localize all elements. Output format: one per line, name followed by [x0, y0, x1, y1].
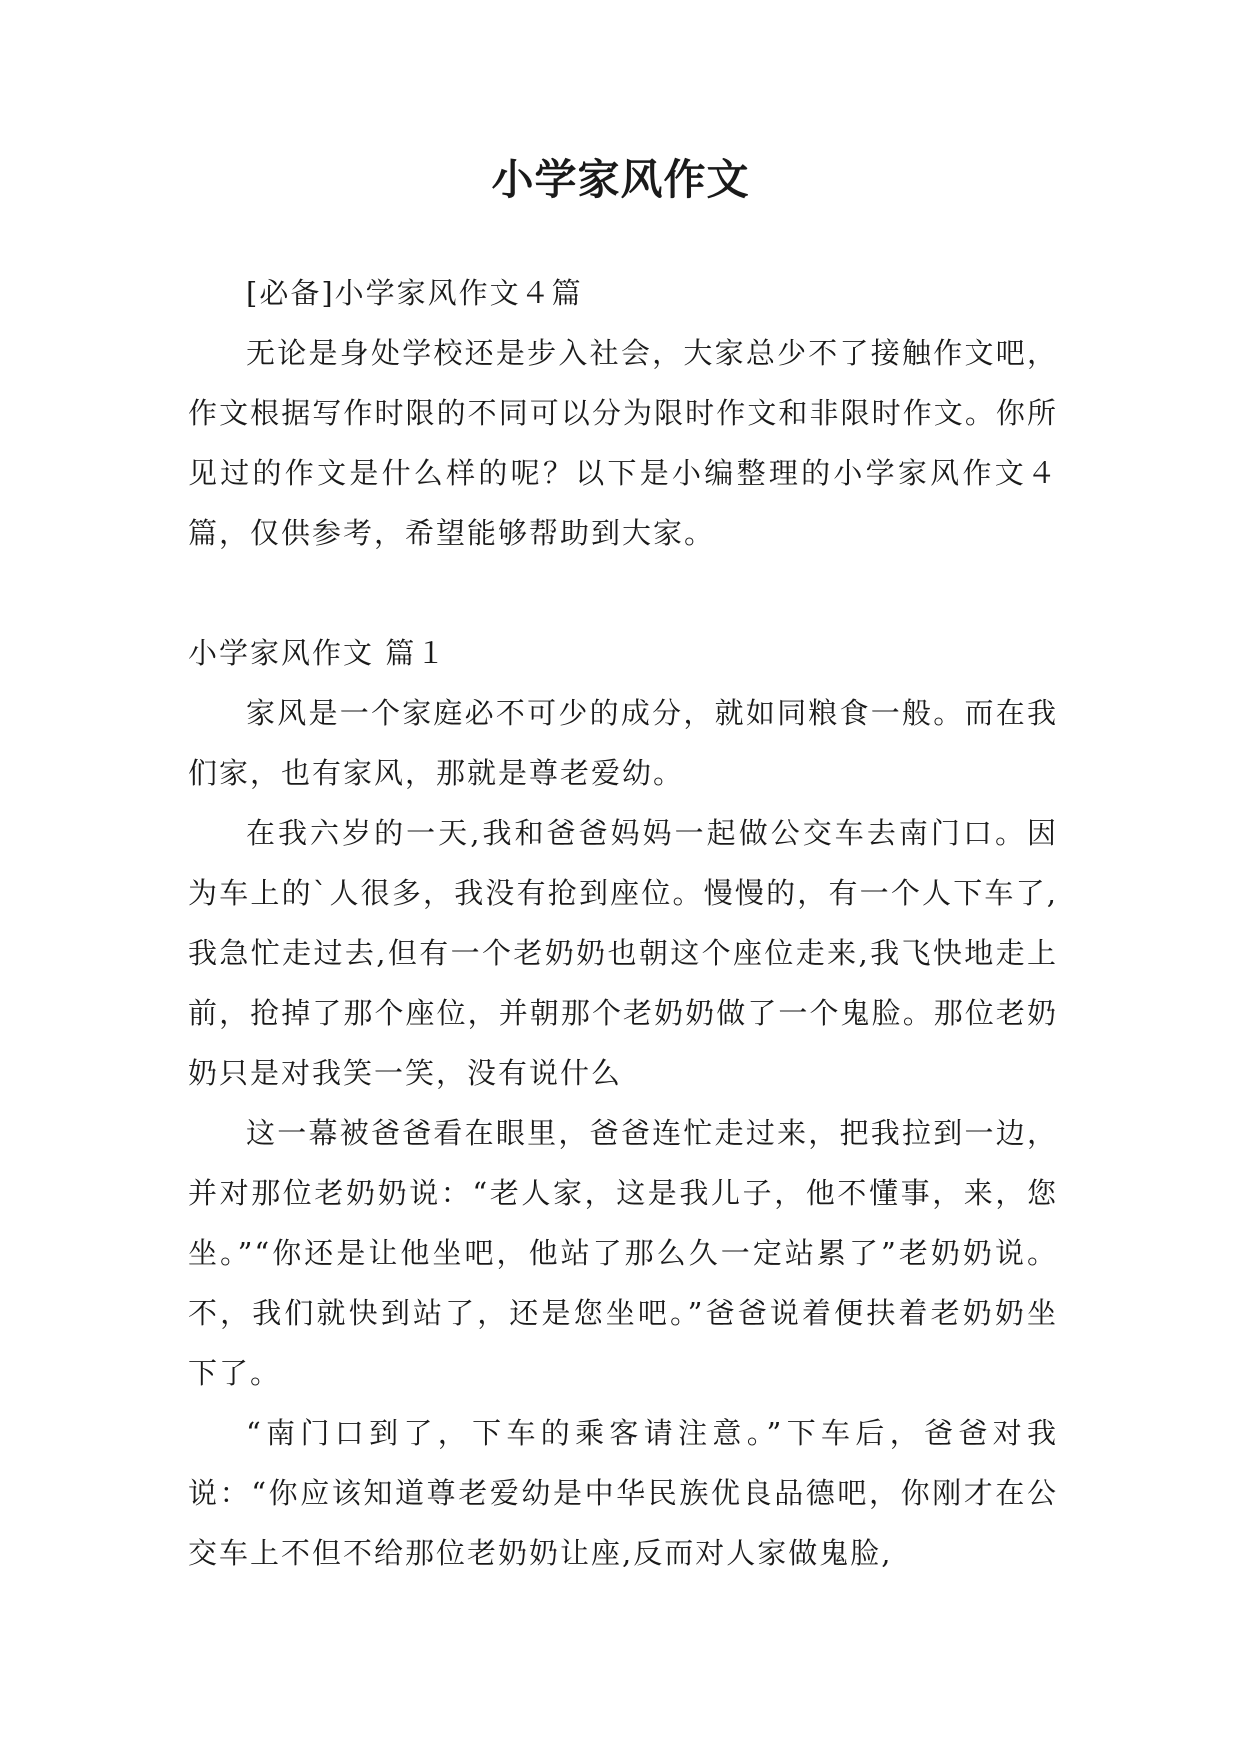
section-heading: 小学家风作文 篇１ — [188, 636, 448, 670]
section-1 — [188, 623, 1058, 1583]
document-title: 小学家风作文 — [491, 155, 750, 204]
paragraph: “南门口到了，下车的乘客请注意。”下车后，爸爸对我说：“你应该知道尊老爱幼是中华民族优良品德吧，你刚才在公交车上不但不给那位老奶奶让座,反而对人家做鬼脸, — [188, 1416, 1058, 1570]
intro-paragraph: 无论是身处学校还是步入社会，大家总少不了接触作文吧，作文根据写作时限的不同可以分为限时作文和非限时作文。你所见过的作文是什么样的呢？以下是小编整理的小学家风作文４篇，仅供参考，希望能够帮助到大家。 — [188, 336, 1058, 550]
intro-lead: [必备]小学家风作文４篇 — [246, 276, 583, 310]
paragraph: 这一幕被爸爸看在眼里，爸爸连忙走过来，把我拉到一边，并对那位老奶奶说：“老人家，这是我儿子，他不懂事，来，您坐。”“你还是让他坐吧，他站了那么久一定站累了”老奶奶说。不，我们就快到站了，还是您坐吧。”爸爸说着便扶着老奶奶坐下了。 — [188, 1116, 1058, 1390]
paragraph: 在我六岁的一天,我和爸爸妈妈一起做公交车去南门口。因为车上的`人很多，我没有抢到座位。慢慢的，有一个人下车了,我急忙走过去,但有一个老奶奶也朝这个座位走来,我飞快地走上前，抢掉了那个座位，并朝那个老奶奶做了一个鬼脸。那位老奶奶只是对我笑一笑，没有说什么 — [188, 816, 1058, 1090]
intro-block — [188, 263, 1058, 563]
paragraph: 家风是一个家庭必不可少的成分，就如同粮食一般。而在我们家，也有家风，那就是尊老爱幼。 — [188, 696, 1058, 790]
